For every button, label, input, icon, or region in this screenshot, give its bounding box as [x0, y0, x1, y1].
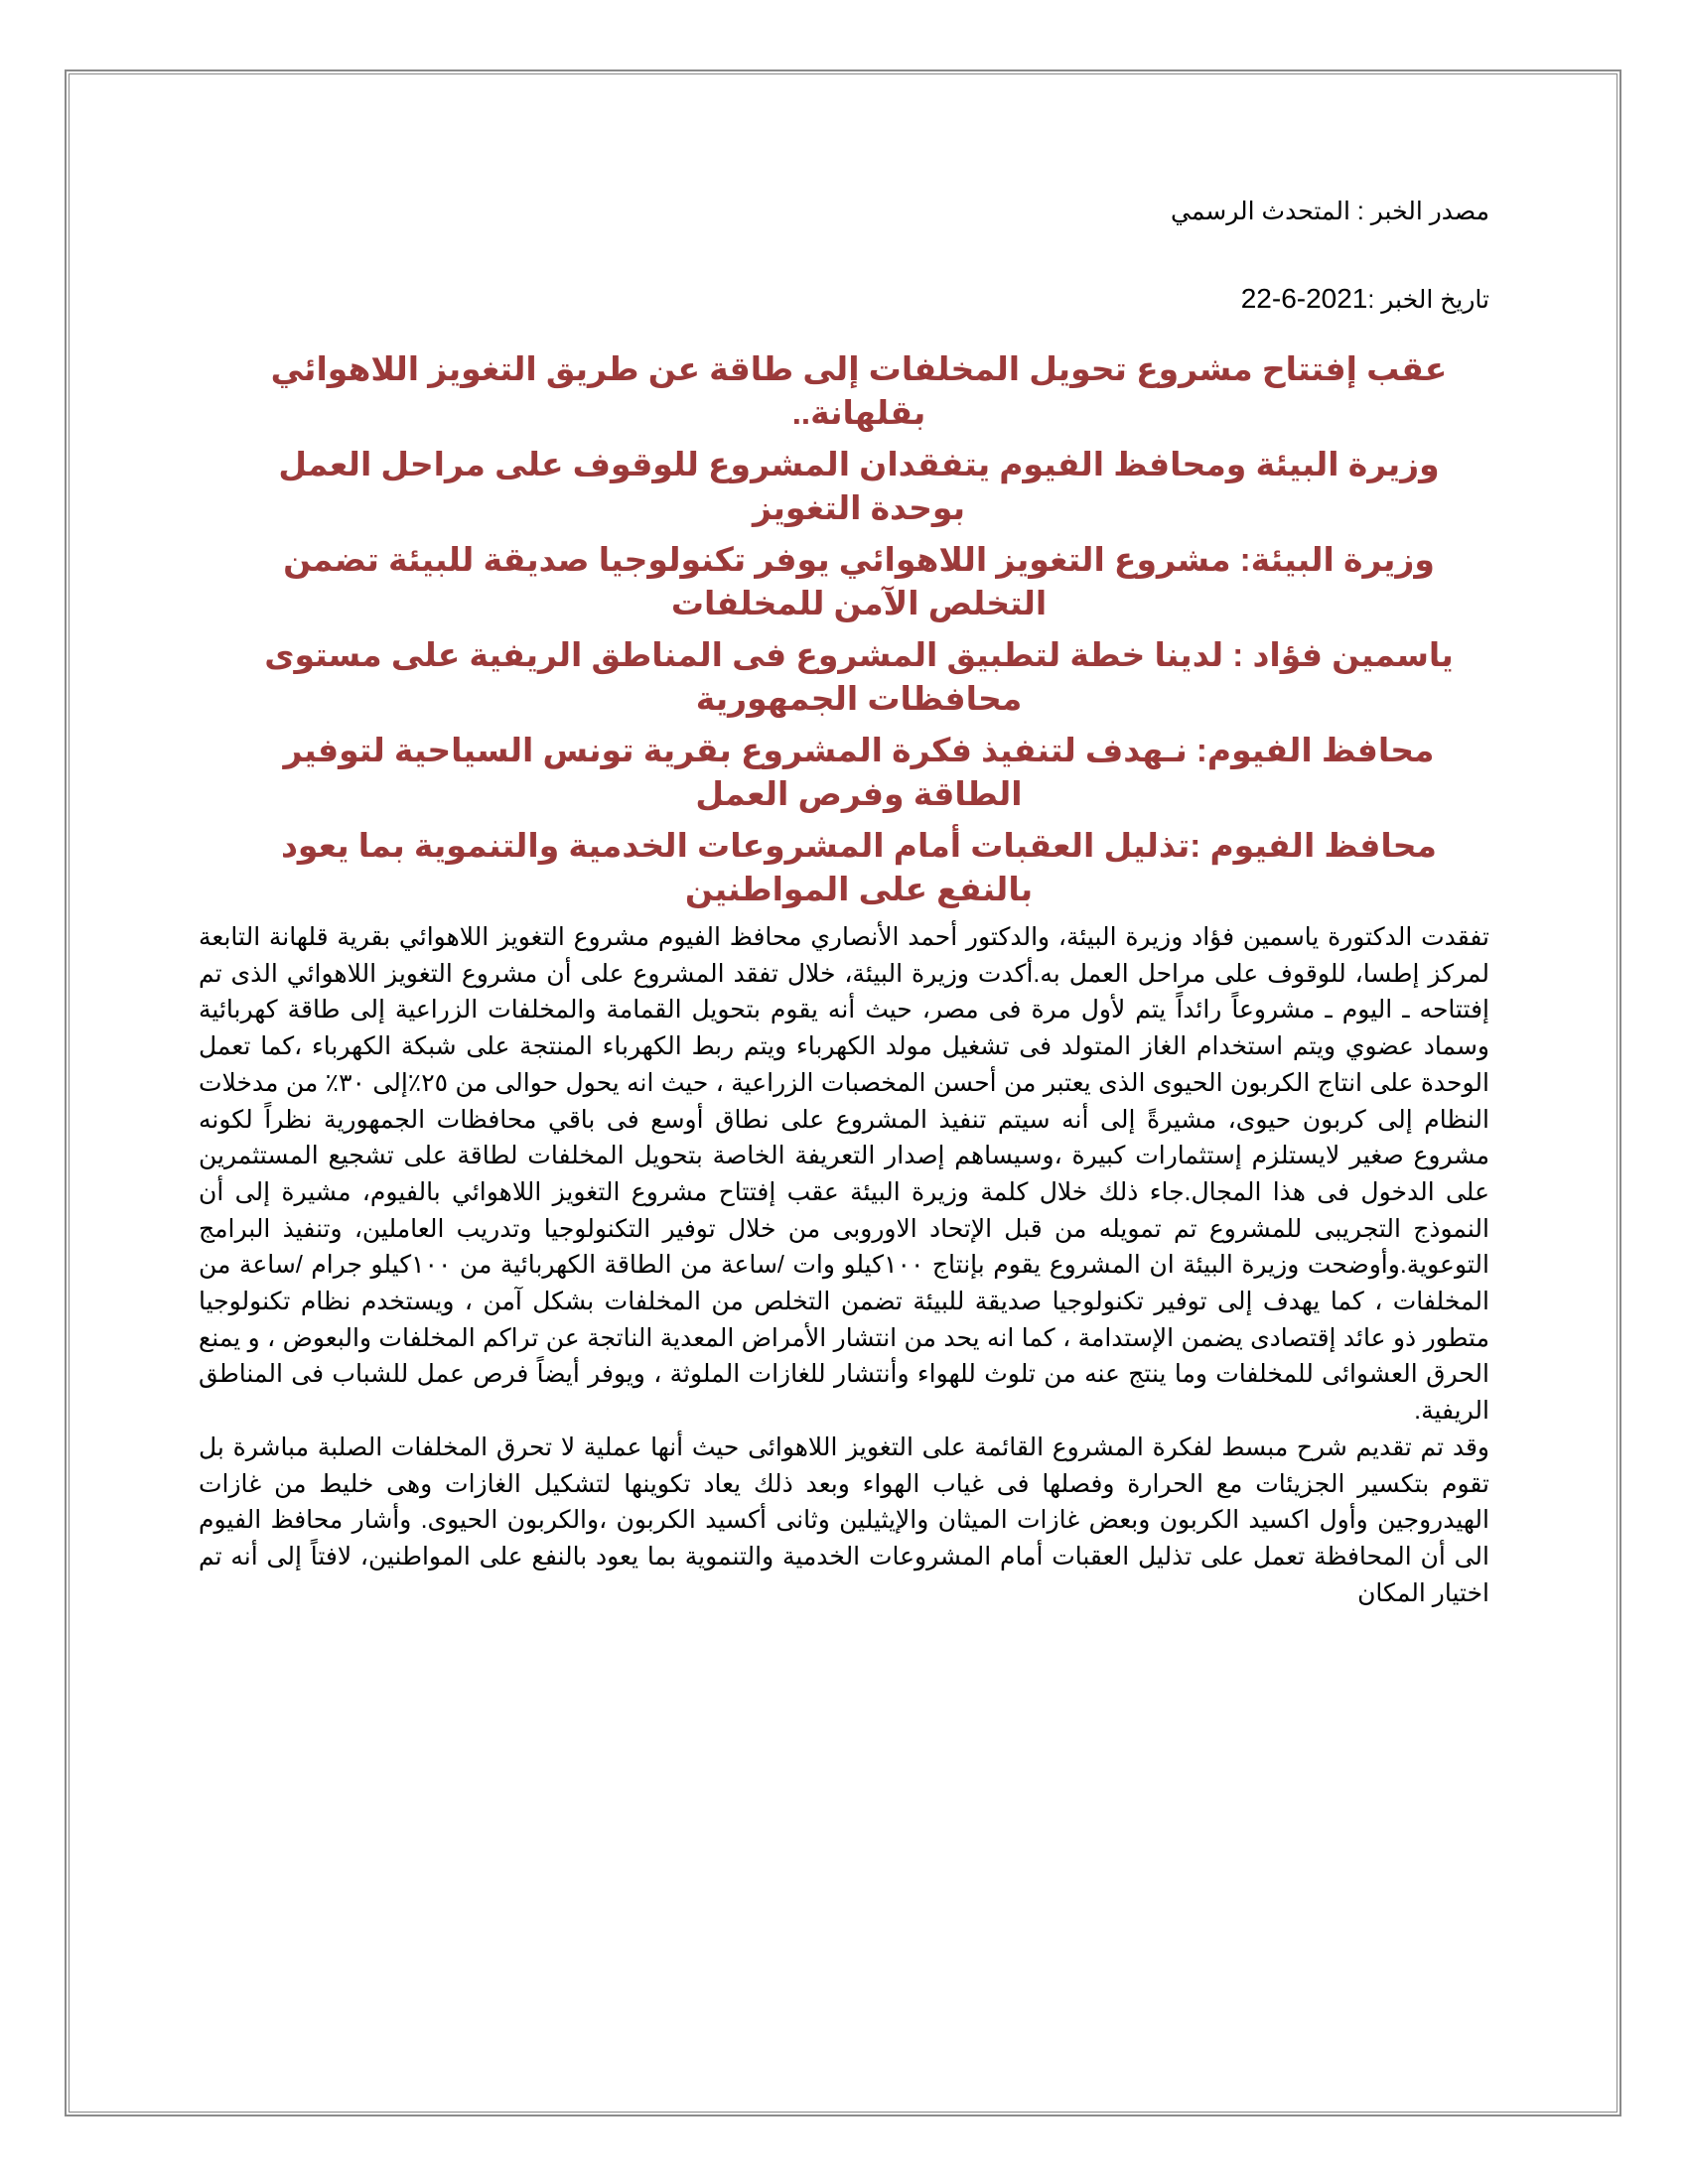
news-date-value: 22-6-2021 [1240, 283, 1368, 314]
headline: محافظ الفيوم: نـهدف لتنفيذ فكرة المشروع بقرية تونس السياحية لتوفير الطاقة وفرص العمل [283, 732, 1435, 812]
article-body [199, 919, 1489, 1611]
news-date [199, 281, 1489, 318]
article-paragraph: وقد تم تقديم شرح مبسط لفكرة المشروع القائمة على التغويز اللاهوائى حيث أنها عملية لا تحرق المخلفات الصلبة مباشرة بل تقوم بتكسير الجزيئات مع الحرارة وفصلها فى غياب الهواء وبعد ذلك يعاد تكوينها لتشكيل الغازات وهى خليط من غازات الهيدروجين وأول اكسيد الكربون وبعض غازات الميثان والإيثيلين وثانى أكسيد الكربون ،والكربون الحيوى. وأشار محافظ الفيوم الى أن المحافظة تعمل على تذليل العقبات أمام المشروعات الخدمية والتنموية بما يعود بالنفع على المواطنين، لافتاً إلى أنه تم اختيار المكان [199, 1433, 1489, 1607]
headlines-block [199, 347, 1489, 911]
headline: وزيرة البيئة: مشروع التغويز اللاهوائي يوفر تكنولوجيا صديقة للبيئة تضمن التخلص الآمن للمخلفات [283, 541, 1435, 621]
headline: عقب إفتتاح مشروع تحويل المخلفات إلى طاقة عن طريق التغويز اللاهوائي بقلهانة.. [270, 350, 1448, 431]
article-paragraph: تفقدت الدكتورة ياسمين فؤاد وزيرة البيئة، والدكتور أحمد الأنصاري محافظ الفيوم مشروع التغويز اللاهوائي بقرية قلهانة التابعة لمركز إطسا، للوقوف على مراحل العمل به.أكدت وزيرة البيئة، خلال تفقد المشروع على أن مشروع التغويز اللاهوائي الذى تم إفتتاحه ـ اليوم ـ مشروعاً رائداً يتم لأول مرة فى مصر، حيث أنه يقوم بتحويل القمامة والمخلفات الزراعية إلى طاقة كهربائية وسماد عضوي ويتم استخدام الغاز المتولد فى تشغيل مولد الكهرباء ويتم ربط الكهرباء المنتجة على شبكة الكهرباء ،كما تعمل الوحدة على انتاج الكربون الحيوى الذى يعتبر من أحسن المخصبات الزراعية ، حيث انه يحول حوالى من ٢٥٪إلى ٣٠٪ من مدخلات النظام إلى كربون حيوى، مشيرةً إلى أنه سيتم تنفيذ المشروع على نطاق أوسع فى باقي محافظات الجمهورية نظراً لكونه مشروع صغير لايستلزم إستثمارات كبيرة ،وسيساهم إصدار التعريفة الخاصة بتحويل المخلفات لطاقة على تشجيع المستثمرين على الدخول فى هذا المجال.جاء ذلك خلال كلمة وزيرة البيئة عقب إفتتاح مشروع التغويز اللاهوائي بالفيوم، مشيرة إلى أن النموذج التجريبى للمشروع تم تمويله من قبل الإتحاد الاوروبى من خلال توفير التكنولوجيا وتدريب العاملين، وتنفيذ البرامج التوعوية.وأوضحت وزيرة البيئة ان المشروع يقوم بإنتاج ١٠٠كيلو وات /ساعة من الطاقة الكهربائية من ١٠٠كيلو جرام /ساعة من المخلفات ، كما يهدف إلى توفير تكنولوجيا صديقة للبيئة تضمن التخلص من المخلفات بشكل آمن ، ويستخدم نظام تكنولوجيا متطور ذو عائد إقتصادى يضمن الإستدامة ، كما انه يحد من انتشار الأمراض المعدية الناتجة عن تراكم المخلفات والبعوض ، و يمنع الحرق العشوائى للمخلفات وما ينتج عنه من تلوث للهواء وأنتشار للغازات الملوثة ، ويوفر أيضاً فرص عمل للشباب فى المناطق الريفية. [199, 923, 1489, 1426]
document-content [199, 194, 1489, 1611]
news-source: مصدر الخبر : المتحدث الرسمي [1171, 198, 1489, 225]
headline: وزيرة البيئة ومحافظ الفيوم يتفقدان المشروع للوقوف على مراحل العمل بوحدة التغويز [278, 446, 1440, 526]
headline: ياسمين فؤاد : لدينا خطة لتطبيق المشروع فى المناطق الريفية على مستوى محافظات الجمهورية [264, 636, 1454, 717]
news-date-label: تاريخ الخبر : [1367, 286, 1489, 314]
headline: محافظ الفيوم :تذليل العقبات أمام المشروعات الخدمية والتنموية بما يعود بالنفع على المواطنين [281, 827, 1437, 907]
